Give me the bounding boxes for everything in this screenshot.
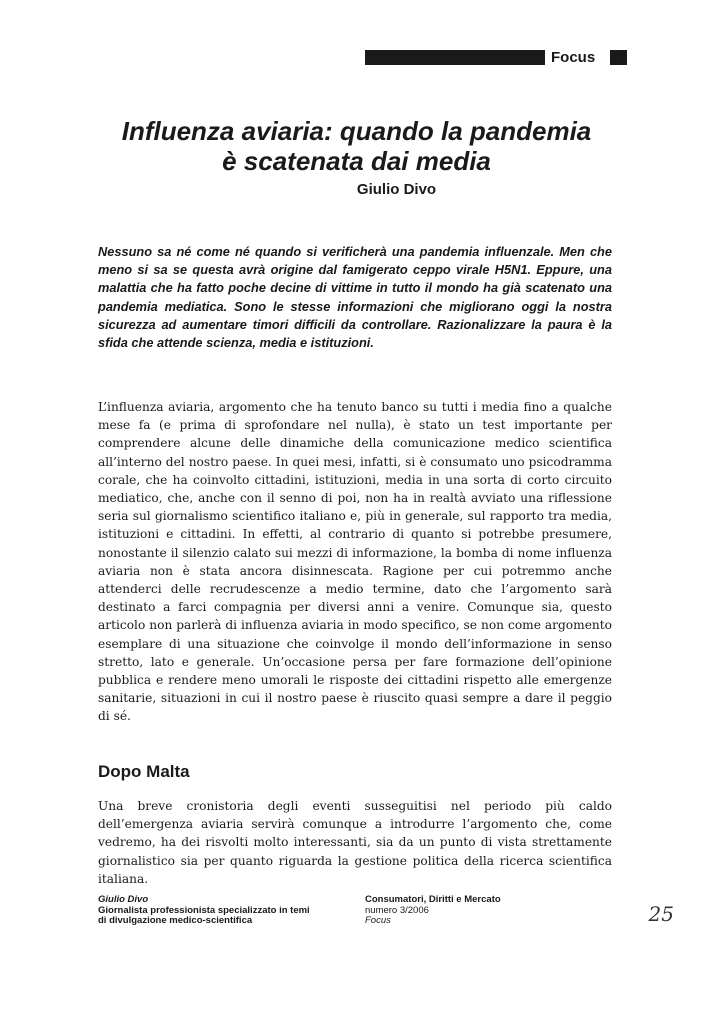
footer-issue: numero 3/2006 [365,904,429,916]
body-paragraph-2: Una breve cronistoria degli eventi susseguitisi nel periodo più caldo dell’emergenza aviaria servirà comunque a introdurre l’argomento che, come vedremo, ha dei risvolti molto interessanti, sia da un punto di vista strettamente giornalistico sia per quanto riguarda la gestione politica della ricerca scientifica italiana. [98,799,612,886]
article-author: Giulio Divo [356,181,437,198]
header-rule-right [610,50,627,65]
page-number: 25 [648,902,674,926]
header-rule-left [365,50,545,65]
title-line-2: è scatenata dai media [222,146,491,176]
article-title [100,116,613,176]
section-label: Focus [551,49,596,66]
footer-author-role-1: Giornalista professionista specializzato in temi [98,904,310,916]
article-abstract: Nessuno sa né come né quando si verificherà una pandemia influenzale. Men che meno si sa se questa avrà origine dal famigerato ceppo virale H5N1. Eppure, una malattia che ha fatto poche decine di vittime in tutto il mondo ha già scatenato una pandemia mediatica. Sono le stesse informazioni che migliorano oggi la nostra sicurezza ad aumentare timori difficili da controllare. Razionalizzare la paura è la sfida che attende scienza, media e istituzioni. [98,244,612,351]
footer-section: Focus [365,915,391,926]
footer-journal-name: Consumatori, Diritti e Mercato [365,894,501,905]
footer-author-name: Giulio Divo [98,894,149,905]
footer-journal-info [365,895,565,927]
section-header-bar [365,50,627,65]
body-paragraph-1: L’influenza aviaria, argomento che ha tenuto banco su tutti i media fino a qualche mese fa (e prima di sprofondare nel nulla), è stato un test importante per comprendere alcune delle dinamiche della comunicazione medico scientifica all’interno del nostro paese. In quei mesi, infatti, si è consumato uno psicodramma corale, che ha coinvolto cittadini, istituzioni, media in una sorta di corto circuito mediatico, che, anche con il senno di poi, non ha in realtà avviato una riflessione seria sul giornalismo scientifico italiano e, più in generale, sul rapporto tra media, istituzioni e cittadini. In effetti, al contrario di quanto si potrebbe presumere, nonostante il silenzio calato sui mezzi di informazione, la bomba di nome influenza aviaria non è stata ancora disinnescata. Ragione per cui potremmo anche attenderci delle recrudescenze a medio termine, dato che l’argomento sarà destinato a farci compagnia per diversi anni a venire. Comunque sia, questo articolo non parlerà di influenza aviaria in modo specifico, se non come argomento esemplare di una situazione che coinvolge il mondo dell’informazione in senso stretto, lato e generale. Un’occasione persa per fare formazione dell’opinione pubblica e rendere meno umorali le risposte dei cittadini rispetto alle emergenze sanitarie, situazioni in cui il nostro paese è riuscito quasi sempre a dare il peggio di sé. [98,400,612,724]
title-line-1: Influenza aviaria: quando la pandemia [121,116,592,146]
section-heading: Dopo Malta [98,762,190,781]
footer-author-note [98,895,358,927]
footer-author-role-2: di divulgazione medico-scientifica [98,915,253,926]
